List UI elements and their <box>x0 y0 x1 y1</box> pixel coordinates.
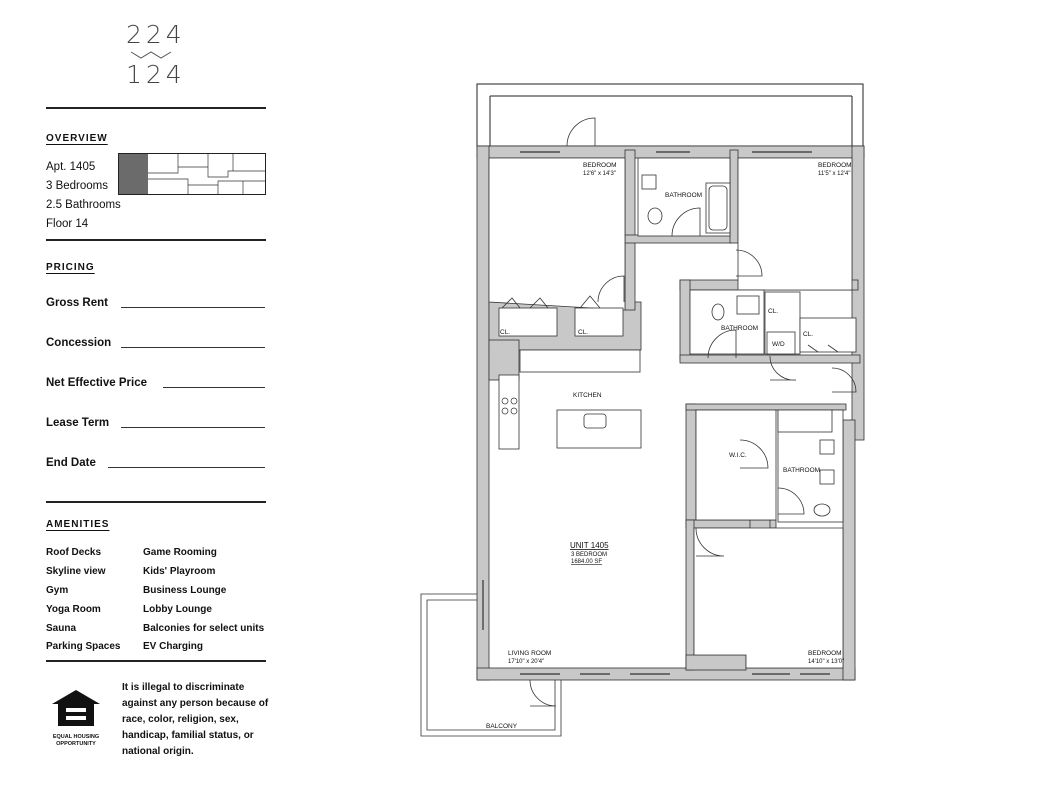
net-effective-label: Net Effective Price <box>46 377 147 389</box>
room-label: BATHROOM <box>721 325 759 332</box>
room-label: CL. <box>803 331 814 338</box>
amenity-item: Skyline view <box>46 566 106 577</box>
sink-icon <box>820 470 834 484</box>
amenity-item: Game Rooming <box>143 547 217 558</box>
divider <box>46 107 266 109</box>
amenity-item: Gym <box>46 585 69 596</box>
bedroom-ne <box>738 158 852 290</box>
room-label: W/D <box>772 341 785 348</box>
balcony-outline <box>421 594 561 736</box>
toilet-icon <box>648 208 662 224</box>
room-dimensions: 14'10" x 13'0" <box>808 659 845 665</box>
lease-term-label: Lease Term <box>46 417 110 429</box>
room-label: CL. <box>768 308 779 315</box>
equal-housing-caption-line: EQUAL HOUSING <box>52 734 100 740</box>
apt-number: Apt. 1405 <box>46 161 96 173</box>
logo-number-top: 224 <box>126 20 186 49</box>
room-dimensions: 17'10" x 20'4" <box>508 659 545 665</box>
room-label: BEDROOM <box>808 650 842 657</box>
room-label: BATHROOM <box>783 467 821 474</box>
amenity-item: Roof Decks <box>46 547 102 558</box>
room-label: BEDROOM <box>583 162 617 169</box>
room-dimensions: 12'6" x 14'3" <box>583 171 616 177</box>
divider <box>46 501 266 503</box>
floor-number: Floor 14 <box>46 218 89 230</box>
amenity-item: Balconies for select units <box>143 623 265 634</box>
terrace-outline <box>477 84 863 146</box>
amenity-item: EV Charging <box>143 641 204 652</box>
gross-rent-label: Gross Rent <box>46 297 108 309</box>
building-logo <box>126 20 186 90</box>
keyplan-unit-highlight <box>119 154 148 194</box>
lease-term-field <box>121 427 265 428</box>
net-effective-field <box>163 387 265 388</box>
toilet-icon <box>814 504 830 516</box>
room-dimensions: 11'5" x 12'4" <box>818 171 851 177</box>
sink-icon <box>820 440 834 454</box>
bathtub-icon <box>778 410 832 432</box>
kitchen-counter <box>520 350 640 372</box>
end-date-field <box>108 467 265 468</box>
sink-icon <box>737 296 759 314</box>
unit-area: 1684.00 SF <box>571 559 603 565</box>
end-date-label: End Date <box>46 457 96 469</box>
equal-housing-caption-line: OPPORTUNITY <box>56 741 96 747</box>
room-label: CL. <box>500 329 511 336</box>
logo-wave-icon <box>129 50 173 60</box>
floor-keyplan <box>118 153 266 195</box>
pricing-title: PRICING <box>46 262 95 273</box>
unit-label: UNIT 1405 <box>570 541 609 550</box>
walk-in-closet <box>696 410 776 520</box>
room-label: LIVING ROOM <box>508 650 552 657</box>
bedroom-count: 3 Bedrooms <box>46 180 109 192</box>
floor-plan <box>418 80 868 740</box>
toilet-icon <box>712 304 724 320</box>
divider <box>46 239 266 241</box>
amenity-item: Sauna <box>46 623 77 634</box>
bedroom-se <box>694 528 843 668</box>
logo-number-bottom: 124 <box>126 60 186 89</box>
concession-field <box>121 347 265 348</box>
bathroom-count: 2.5 Bathrooms <box>46 199 121 211</box>
room-label: W.I.C. <box>729 452 747 459</box>
overview-title: OVERVIEW <box>46 133 108 144</box>
equal-housing-caption <box>46 734 106 748</box>
amenity-item: Parking Spaces <box>46 641 121 652</box>
sink-icon <box>584 414 606 428</box>
sink-icon <box>642 175 656 189</box>
bedroom-nw <box>489 158 625 310</box>
unit-bedrooms: 3 BEDROOM <box>571 552 608 558</box>
room-label: BALCONY <box>486 723 518 730</box>
amenity-item: Yoga Room <box>46 604 101 615</box>
equal-housing-icon <box>50 688 102 728</box>
room-label: KITCHEN <box>573 392 602 399</box>
amenities-title: AMENITIES <box>46 519 110 530</box>
equal-housing-notice: It is illegal to discriminate against any person because of race, color, religion, sex, handicap, familial status, or national origin. <box>122 682 269 757</box>
gross-rent-field <box>121 307 265 308</box>
amenity-item: Kids' Playroom <box>143 566 216 577</box>
room-label: BATHROOM <box>665 192 703 199</box>
amenity-item: Lobby Lounge <box>143 604 212 615</box>
amenity-item: Business Lounge <box>143 585 227 596</box>
concession-label: Concession <box>46 337 112 349</box>
room-label: BEDROOM <box>818 162 852 169</box>
divider <box>46 660 266 662</box>
room-label: CL. <box>578 329 589 336</box>
